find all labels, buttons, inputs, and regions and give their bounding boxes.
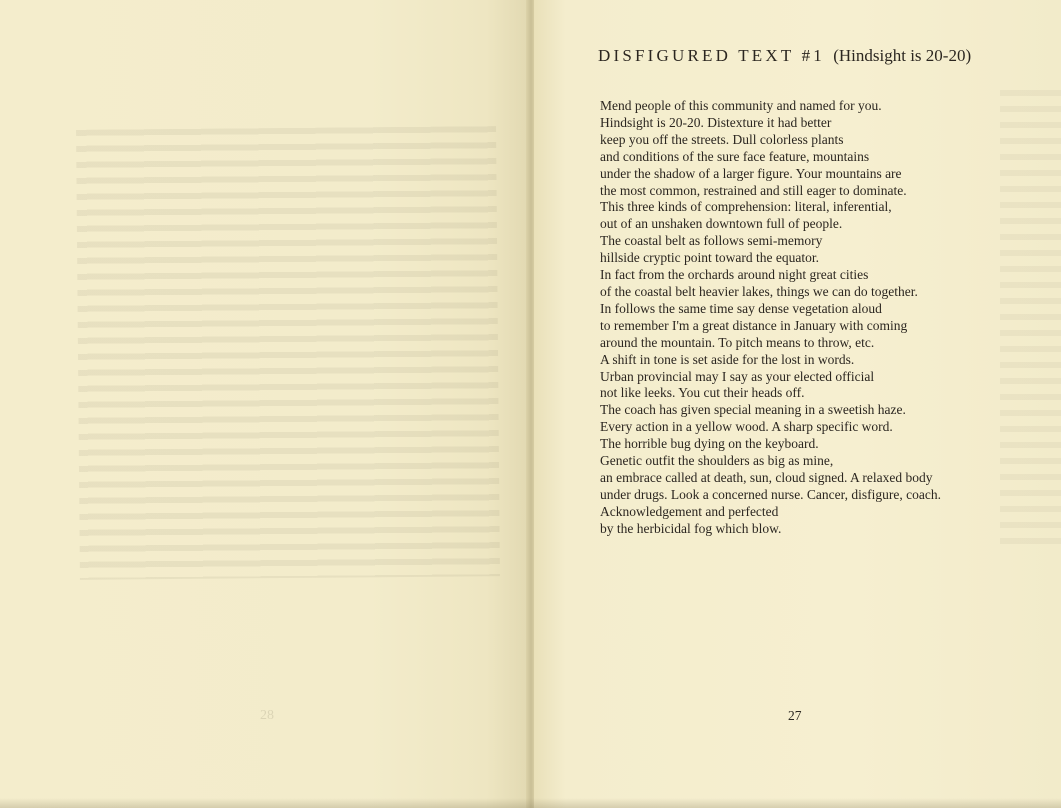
poem-line: under drugs. Look a concerned nurse. Cancer, disfigure, coach. (600, 486, 941, 502)
poem-line: the most common, restrained and still eager to dominate. (600, 182, 907, 198)
poem-line: out of an unshaken downtown full of people. (600, 216, 843, 232)
poem-line: Every action in a yellow wood. A sharp specific word. (600, 419, 893, 435)
poem-title (598, 46, 971, 66)
poem-line: to remember I'm a great distance in January with coming (600, 317, 908, 333)
left-page-number: 28 (260, 708, 274, 723)
poem-line: an embrace called at death, sun, cloud signed. A relaxed body (600, 469, 933, 485)
poem-title-main: DISFIGURED TEXT #1 (598, 46, 825, 65)
poem-line: In fact from the orchards around night great cities (600, 267, 869, 283)
poem-body (600, 98, 980, 538)
poem-title-subtitle: (Hindsight is 20-20) (833, 46, 972, 65)
poem-line: This three kinds of comprehension: literal, inferential, (600, 199, 892, 215)
poem-line: Mend people of this community and named for you. (600, 98, 882, 113)
poem-line: The horrible bug dying on the keyboard. (600, 436, 819, 452)
poem-line: not like leeks. You cut their heads off. (600, 385, 805, 401)
poem-line: Acknowledgement and perfected (600, 503, 779, 519)
poem-line: The coastal belt as follows semi-memory (600, 233, 823, 249)
poem-line: The coach has given special meaning in a sweetish haze. (600, 402, 906, 418)
poem-line: Genetic outfit the shoulders as big as mine, (600, 453, 834, 469)
page-number: 27 (788, 708, 802, 723)
poem-line: of the coastal belt heavier lakes, things we can do together. (600, 283, 918, 299)
poem-line: Hindsight is 20-20. Distexture it had better (600, 114, 832, 130)
poem-line: under the shadow of a larger figure. Your mountains are (600, 165, 902, 181)
poem-line: hillside cryptic point toward the equator. (600, 250, 819, 266)
show-through-text (76, 126, 500, 580)
poem-line: keep you off the streets. Dull colorless plants (600, 131, 844, 147)
show-through-text-right (1000, 90, 1061, 550)
poem-line: by the herbicidal fog which blow. (600, 520, 782, 536)
poem-line: and conditions of the sure face feature, mountains (600, 148, 870, 164)
poem-line: Urban provincial may I say as your elected official (600, 368, 875, 384)
left-page (0, 0, 528, 808)
page-edge-shadow (0, 798, 1061, 808)
poem-line: A shift in tone is set aside for the lost in words. (600, 351, 855, 367)
poem-line: In follows the same time say dense vegetation aloud (600, 300, 882, 316)
poem-line: around the mountain. To pitch means to throw, etc. (600, 334, 875, 350)
